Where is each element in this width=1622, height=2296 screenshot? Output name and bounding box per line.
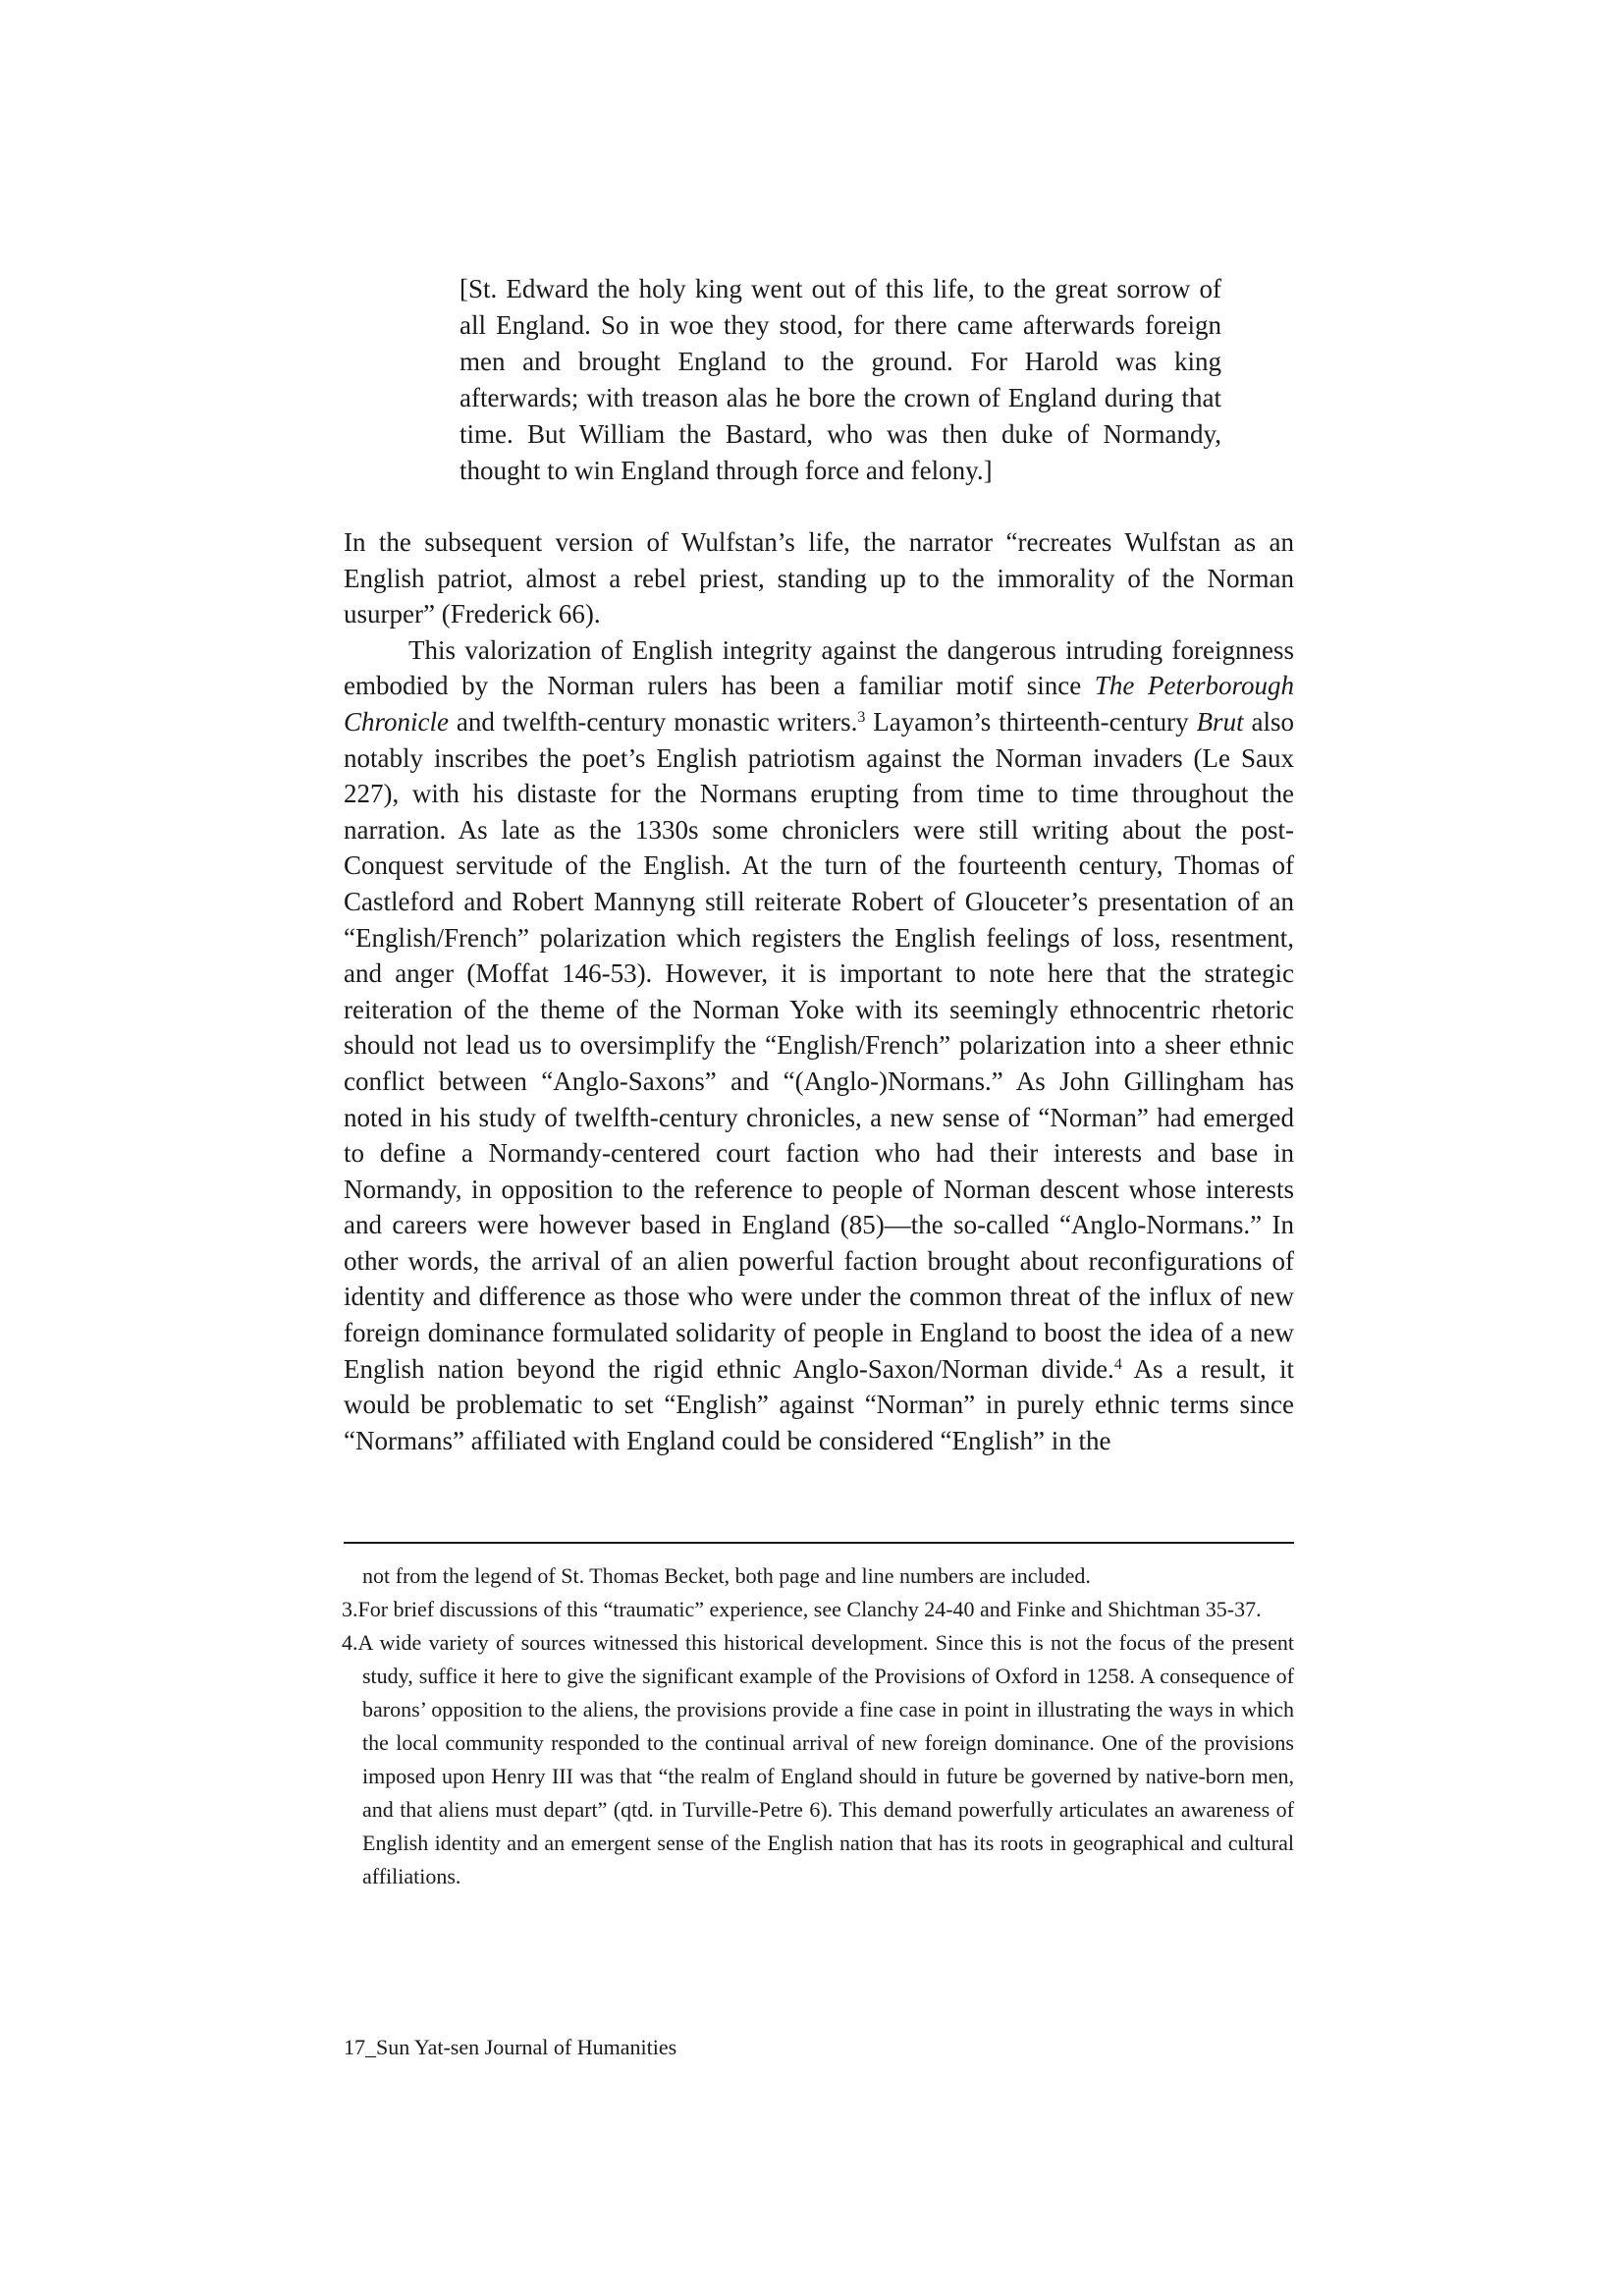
- block-quotation: [St. Edward the holy king went out of this life, to the great sorrow of all England. So in woe they stood, for there came afterwards foreign men and brought England to the ground. For Harold was king afterwards; with treason alas he bore the crown of England during that time. But William the Bastard, who was then duke of Normandy, thought to win England through force and felony.]: [460, 274, 1221, 485]
- paragraph-text: This valorization of English integrity against the dangerous intruding foreignness embodied by the Norman rulers has been a familiar motif since: [344, 634, 1294, 701]
- paragraph-text: Layamon’s thirteenth-century: [865, 706, 1197, 737]
- paragraph-text: also notably inscribes the poet’s English patriotism against the Norman invaders (Le Saux 227), with his distaste for the Normans erupting from time to time throughout the narration. As late as the 1330s some chroniclers were still writing about the post-Conquest servitude of the English. At the turn of the fourteenth century, Thomas of Castleford and Robert Mannyng still reiterate Robert of Glouceter’s presentation of an “English/French” polarization which registers the English feelings of loss, resentment, and anger (Moffat 146-53). However, it is important to note here that the strategic reiteration of the theme of the Norman Yoke with its seemingly ethnocentric rhetoric should not lead us to oversimplify the “English/French” polarization into a sheer ethnic conflict between “Anglo-Saxons” and “(Anglo-)Normans.” As John Gillingham has noted in his study of twelfth-century chronicles, a new sense of “Norman” had emerged to define a Normandy-centered court faction who had their interests and base in Normandy, in opposition to the reference to people of Norman descent whose interests and careers were however based in England (85)—the so-called “Anglo-Normans.” In other words, the arrival of an alien powerful faction brought about reconfigurations of identity and difference as those who were under the common threat of the influx of new foreign dominance formulated solidarity of people in England to boost the idea of a new English nation beyond the rigid ethnic Anglo-Saxon/Norman divide.: [344, 706, 1295, 1384]
- footnote-divider: [344, 1542, 1294, 1544]
- footnote-ref-3[interactable]: 3: [857, 708, 866, 726]
- footnote-ref-4[interactable]: 4: [1113, 1355, 1122, 1373]
- paragraph-text: As a result, it would be problematic to set “English” against “Norman” in purely ethnic terms since “Normans” affiliated with England could be considered “English” in the: [344, 1353, 1294, 1455]
- footnote-3: 3.For brief discussions of this “traumatic” experience, see Clanchy 24-40 and Finke and Shichtman 35-37.: [342, 1597, 1262, 1621]
- paragraph-valorization: [344, 632, 1294, 1459]
- footnotes: [342, 1559, 1294, 1893]
- paragraph-wulfstan: In the subsequent version of Wulfstan’s life, the narrator “recreates Wulfstan as an English patriot, almost a rebel priest, standing up to the immorality of the Norman usurper” (Frederick 66).: [344, 527, 1294, 629]
- footnote-continued: not from the legend of St. Thomas Becket, both page and line numbers are included.: [362, 1563, 1091, 1588]
- title-peterborough-chronicle: The Peterborough Chronicle: [344, 671, 1294, 737]
- paragraph-text: and twelfth-century monastic writers.: [449, 706, 858, 737]
- title-brut: Brut: [1196, 706, 1244, 737]
- footnote-4: 4.A wide variety of sources witnessed this historical development. Since this is not the focus of the present study, suffice it here to give the significant example of the Provisions of Oxford in 1258. A consequence of barons’ opposition to the aliens, the provisions provide a fine case in point in illustrating the ways in which the local community responded to the continual arrival of new foreign dominance. One of the provisions imposed upon Henry III was that “the realm of England should in future be governed by native-born men, and that aliens must depart” (qtd. in Turville-Petre 6). This demand powerfully articulates an awareness of English identity and an emergent sense of the English nation that has its roots in geographical and cultural affiliations.: [342, 1630, 1294, 1888]
- main-text: [344, 524, 1294, 1458]
- page-footer: 17_Sun Yat-sen Journal of Humanities: [344, 2035, 677, 2059]
